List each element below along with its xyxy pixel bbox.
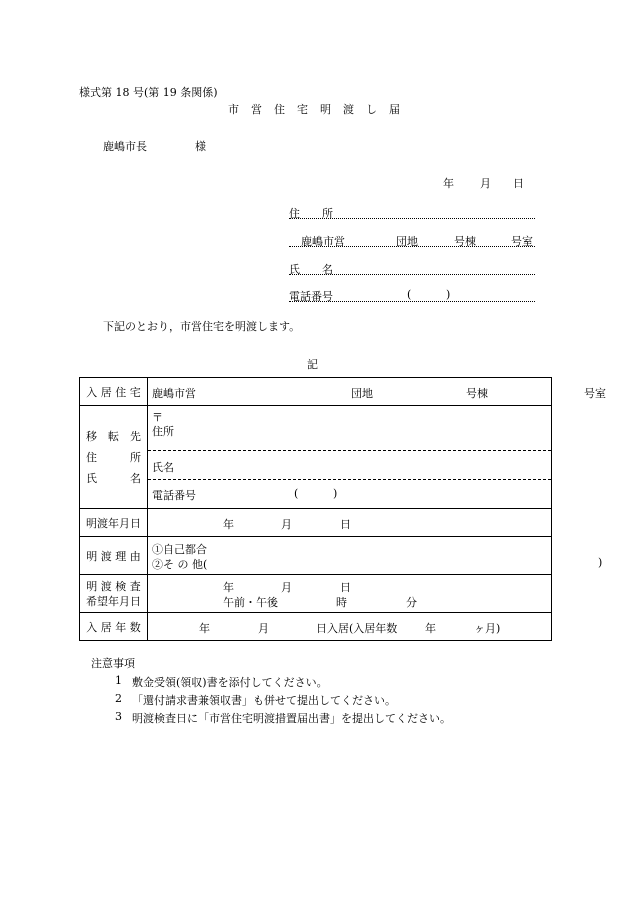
tenure-months: ヶ月) [474,622,501,635]
destination-address-block[interactable] [148,406,551,451]
date-month-label: 月 [480,177,491,190]
residence-city: 鹿嶋市営 [152,387,196,400]
residence-complex: 団地 [351,387,373,400]
destination-phone-label: 電話番号 [152,489,196,502]
inspection-minute: 分 [406,596,417,609]
residence-room: 号室 [584,387,606,400]
postal-mark: 〒 [152,411,163,424]
note-item-num: 2 [115,692,122,705]
applicant-housing-building: 号棟 [454,235,476,248]
residence-years-field[interactable] [148,613,552,641]
destination-field [148,406,552,509]
date-day-label: 日 [513,177,524,190]
residence-field[interactable] [148,378,606,406]
inspection-label-2: 希望年月日 [86,594,141,608]
reason-option-own[interactable]: ①自己都合 [152,543,207,556]
destination-label [80,406,148,509]
residence-label: 入 居 住 宅 [80,378,148,406]
vacate-year: 年 [223,518,234,531]
addressee-honorific: 様 [195,140,206,153]
inspection-month: 月 [281,581,292,594]
row-vacate-date [80,509,552,537]
destination-label-1: 移 転 先 [86,429,141,443]
row-residence [80,378,552,406]
reason-other-close: ) [598,556,603,569]
residence-years-label: 入 居 年 数 [80,613,148,641]
destination-phone-paren-close: ) [333,487,338,500]
vacate-reason-field [148,537,603,575]
note-item-num: 1 [115,674,122,687]
vacate-day: 日 [340,518,351,531]
inspection-day: 日 [340,581,351,594]
destination-address-label: 住所 [152,425,174,438]
movein-month: 月 [258,622,269,635]
reason-option-other[interactable]: ②そ の 他( [152,558,208,571]
applicant-name-label: 氏 名 [289,263,333,276]
residence-building: 号棟 [466,387,488,400]
destination-phone-paren-open: ( [294,487,299,500]
destination-name-block[interactable] [148,451,551,480]
document-title: 市 営 住 宅 明 渡 し 届 [228,103,401,116]
note-item-num: 3 [115,710,122,723]
detail-table [79,377,606,641]
note-item-text: 明渡検査日に「市営住宅明渡措置届出書」を提出してください。 [132,712,451,725]
applicant-address-line[interactable] [289,218,535,219]
inspection-hour: 時 [336,596,347,609]
applicant-phone-paren-open: ( [407,288,412,301]
applicant-housing-room: 号室 [511,235,533,248]
applicant-housing-line[interactable] [289,246,535,247]
applicant-housing-complex: 団地 [396,235,418,248]
row-residence-years [80,613,552,641]
inspection-field[interactable] [148,575,552,613]
tenure-years: 年 [425,622,436,635]
destination-label-3: 氏 名 [86,471,141,485]
row-vacate-reason [80,537,552,575]
applicant-phone-paren-close: ) [446,288,451,301]
note-item-text: 「還付請求書兼領収書」も併せて提出してください。 [132,694,396,707]
date-year-label: 年 [443,177,454,190]
movein-day-label: 日入居(入居年数 [316,622,398,635]
row-inspection [80,575,552,613]
vacate-reason-label: 明 渡 理 由 [80,537,148,575]
applicant-address-label: 住 所 [289,207,333,220]
row-destination [80,406,552,509]
movein-year: 年 [199,622,210,635]
notes-heading: 注意事項 [91,657,135,670]
inspection-label-1: 明 渡 検 査 [86,579,141,593]
inspection-year: 年 [223,581,234,594]
addressee-mayor: 鹿嶋市長 [103,140,147,153]
inspection-label [80,575,148,613]
destination-phone-block[interactable] [148,480,551,508]
applicant-phone-label: 電話番号 [289,290,333,303]
inspection-ampm: 午前・午後 [223,596,278,609]
vacate-date-label: 明渡年月日 [80,509,148,537]
ki-heading: 記 [307,358,318,371]
vacate-month: 月 [281,518,292,531]
applicant-housing-name: 鹿嶋市営 [301,235,345,248]
applicant-phone-line[interactable] [289,301,535,302]
applicant-name-line[interactable] [289,274,535,275]
destination-label-2: 住 所 [86,450,141,464]
note-item-text: 敷金受領(領収)書を添付してください。 [132,676,328,689]
destination-name-label: 氏名 [152,461,174,474]
vacate-date-field[interactable] [148,509,552,537]
statement-text: 下記のとおり，市営住宅を明渡します。 [103,320,301,333]
form-number: 様式第 18 号(第 19 条関係) [79,86,218,99]
